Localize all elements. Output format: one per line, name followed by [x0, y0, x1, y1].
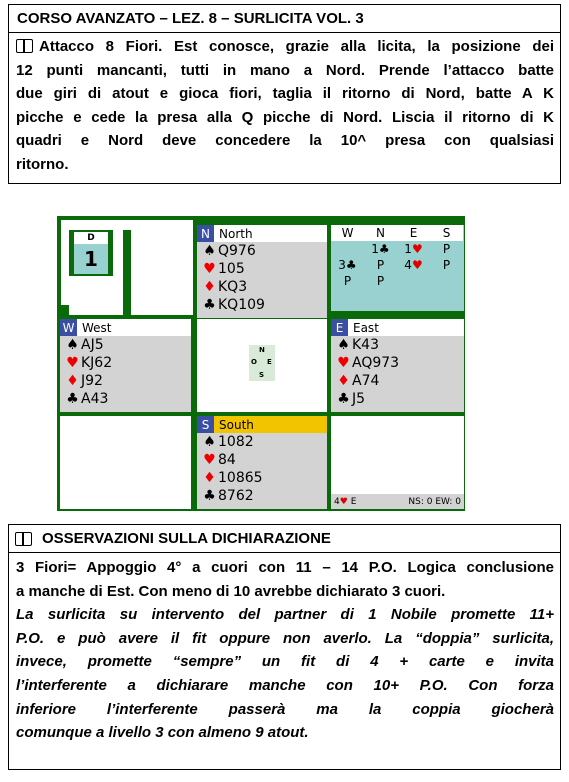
empty-panel [60, 416, 191, 509]
intro-line: picche e cede la presa alla Q picche di Nord. Liscia il ritorno di K [16, 108, 554, 126]
body-italic-line: comunque a livello 3 con almeno 9 atout. [16, 724, 309, 742]
diamond-icon: ♦ [66, 373, 79, 389]
bid: P [442, 258, 451, 272]
intro-line: 12 punti mancanti, tutti in mano a Nord. Prende l’attacco batte [16, 61, 554, 79]
east-cards [331, 336, 464, 412]
bid: 4♥ [404, 258, 423, 272]
bid: 1♣ [371, 242, 390, 256]
west-diamonds: J92 [81, 373, 103, 389]
seat-name: West [82, 320, 112, 335]
board-number: 1 [74, 244, 108, 274]
hand-north [197, 225, 327, 318]
result-panel [331, 416, 464, 509]
intro-line: Attacco 8 Fiori. Est conosce, grazie alla licita, la posizione dei [39, 38, 554, 55]
east-spades: K43 [352, 337, 379, 353]
hand-south [197, 416, 327, 509]
bid [397, 273, 430, 289]
east-clubs: J5 [352, 391, 366, 407]
west-spades: AJ5 [81, 337, 104, 353]
bid: 1♥ [404, 242, 423, 256]
seat-badge: N [197, 225, 214, 242]
heart-icon: ♥ [337, 355, 350, 371]
west-title [60, 319, 191, 336]
south-title [197, 416, 327, 433]
north-hearts: 105 [218, 261, 245, 277]
bid: P [343, 274, 352, 288]
bridge-diagram [57, 216, 465, 511]
club-icon: ♣ [337, 391, 350, 407]
compass-n: N [259, 346, 265, 354]
contract: 4♥ E [334, 496, 357, 507]
north-spades: Q976 [218, 243, 256, 259]
diamond-icon: ♦ [203, 470, 216, 486]
intro-line: due giri di atout e gioca fiori, taglia il ritorno di Nord, batte A K [16, 85, 554, 103]
bid: 3♣ [338, 258, 357, 272]
east-diamonds: A74 [352, 373, 380, 389]
bidding-header [331, 225, 464, 241]
book-icon [16, 39, 33, 53]
bid: P [376, 258, 385, 272]
east-hearts: AQ973 [352, 355, 400, 371]
body-italic-line: La surlicita su intervento del partner di 1 Nobile promette 11+ [16, 606, 554, 624]
body-italic-line: inferiore l’interferente passerà ma la coppia giocherà [16, 700, 554, 718]
compass [249, 345, 275, 381]
south-clubs: 8762 [218, 488, 254, 504]
bid-col-header: W [331, 225, 364, 241]
section-title [15, 526, 555, 551]
intro-line: ritorno. [16, 155, 69, 173]
club-icon: ♣ [203, 297, 216, 313]
east-title [331, 319, 464, 336]
south-hearts: 84 [218, 452, 236, 468]
seat-badge: W [60, 319, 77, 336]
north-diamonds: KQ3 [218, 279, 248, 295]
compass-panel [197, 319, 327, 412]
bidding-row [331, 273, 464, 289]
seat-badge: E [331, 319, 348, 336]
bidding-row [331, 257, 464, 273]
body-italic-line: l’interferente a dichiarare manche con 10+ P.O. Con forza [16, 676, 554, 694]
compass-s: S [259, 371, 265, 379]
seat-badge: S [197, 416, 214, 433]
bid-col-header: N [364, 225, 397, 241]
board-panel [61, 220, 193, 315]
bid [430, 273, 463, 289]
west-hearts: KJ62 [81, 355, 113, 371]
intro-text [16, 35, 554, 177]
bidding-box [331, 225, 464, 311]
body-italic-line: P.O. e può avere il fit oppure non averlo. La “doppia” surlicita, [16, 629, 554, 647]
compass-o: O [251, 358, 257, 366]
north-title [197, 225, 327, 242]
north-clubs: KQ109 [218, 297, 265, 313]
north-cards [197, 242, 327, 318]
spade-icon: ♠ [203, 243, 216, 259]
spade-icon: ♠ [203, 434, 216, 450]
seat-name: South [219, 417, 254, 432]
bid [331, 241, 364, 257]
diamond-icon: ♦ [337, 373, 350, 389]
diamond-icon: ♦ [203, 279, 216, 295]
hand-east [331, 319, 464, 412]
board-green-strip [123, 230, 131, 315]
section-title-text: OSSERVAZIONI SULLA DICHIARAZIONE [42, 530, 331, 547]
body-line: 3 Fiori= Appoggio 4° a cuori con 11 – 14 P.O. Logica conclusione [16, 559, 554, 576]
bidding-row [331, 241, 464, 257]
hand-west [60, 319, 191, 412]
bid: P [376, 274, 385, 288]
intro-line: quadri e Nord deve concedere la 10^ presa con qualsiasi [16, 132, 554, 150]
south-spades: 1082 [218, 434, 254, 450]
spade-icon: ♠ [66, 337, 79, 353]
seat-name: East [353, 320, 379, 335]
heart-icon: ♥ [203, 452, 216, 468]
bid-col-header: S [430, 225, 463, 241]
result-footer [331, 494, 464, 509]
bid-col-header: E [397, 225, 430, 241]
club-icon: ♣ [203, 488, 216, 504]
body-italic-line: invece, promette “sempre” un fit di 4 + carte e invita [16, 653, 554, 671]
spade-icon: ♠ [337, 337, 350, 353]
heart-icon: ♥ [203, 261, 216, 277]
compass-e: E [267, 358, 272, 366]
score: NS: 0 EW: 0 [408, 496, 461, 507]
page-title: CORSO AVANZATO – LEZ. 8 – SURLICITA VOL. 3 [17, 10, 364, 27]
seat-name: North [219, 226, 253, 241]
club-icon: ♣ [66, 391, 79, 407]
heart-icon: ♥ [66, 355, 79, 371]
board-label: D [74, 232, 108, 244]
body-text [16, 556, 554, 745]
south-cards [197, 433, 327, 509]
body-line: a manche di Est. Con meno di 10 avrebbe dichiarato 3 cuori. [16, 582, 446, 600]
west-clubs: A43 [81, 391, 109, 407]
board-green-strip [61, 305, 69, 315]
west-cards [60, 336, 191, 412]
book-icon [15, 532, 32, 546]
bid: P [442, 242, 451, 256]
south-diamonds: 10865 [218, 470, 263, 486]
